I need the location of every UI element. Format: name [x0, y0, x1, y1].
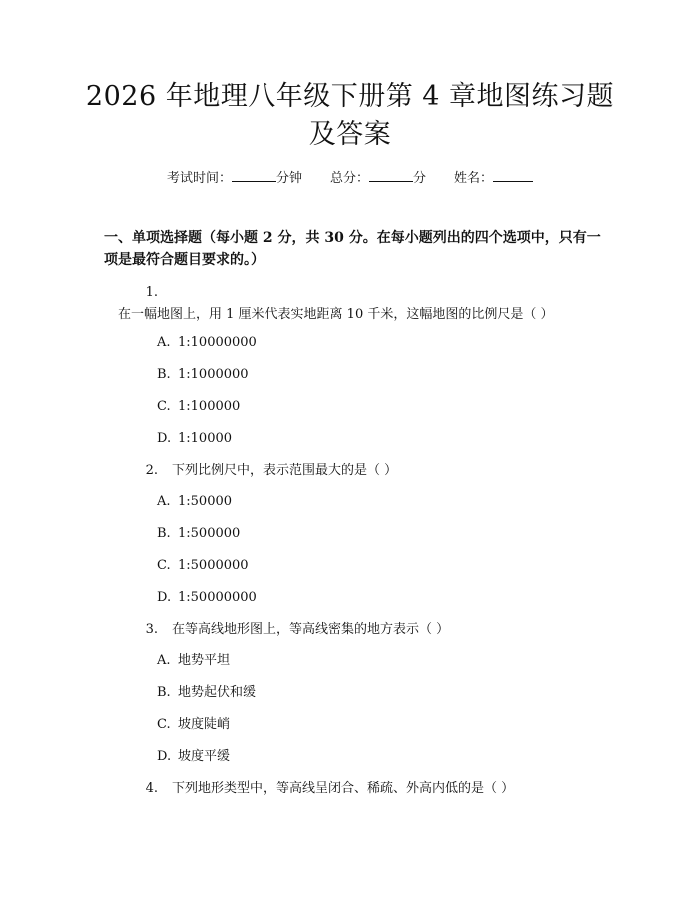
option-text: 1:500000 — [178, 526, 241, 541]
question-1-option-d[interactable] — [157, 430, 232, 448]
option-text: 地势平坦 — [178, 653, 231, 668]
question-2-option-a[interactable] — [157, 493, 232, 511]
option-text: 1:1000000 — [178, 367, 249, 382]
question-2-option-c[interactable] — [157, 557, 249, 575]
question-text: 下列比例尺中，表示范围最大的是（ ） — [172, 463, 398, 478]
question-3-option-d[interactable] — [157, 748, 230, 766]
option-label: B. — [157, 526, 171, 541]
page-title: 2026 年地理八年级下册第 4 章地图练习题及答案 — [85, 81, 615, 150]
total-score-label: 总分： — [329, 171, 369, 186]
question-text: 在等高线地形图上，等高线密集的地方表示（ ） — [172, 622, 450, 637]
option-text: 1:100000 — [178, 399, 241, 414]
option-text: 地势起伏和缓 — [178, 685, 257, 700]
option-label: D. — [157, 590, 172, 605]
question-1-option-a[interactable] — [157, 334, 257, 352]
total-score-unit: 分 — [413, 171, 427, 186]
option-text: 坡度陡峭 — [178, 717, 231, 732]
question-number: 3. — [145, 622, 158, 637]
question-4 — [104, 778, 604, 800]
option-label: C. — [157, 399, 171, 414]
option-label: B. — [157, 685, 171, 700]
option-text: 1:50000 — [178, 494, 233, 509]
question-2-option-b[interactable] — [157, 525, 240, 543]
question-3-option-b[interactable] — [157, 684, 256, 702]
exam-time-unit: 分钟 — [275, 171, 302, 186]
option-label: C. — [157, 717, 171, 732]
question-text: 下列地形类型中，等高线呈闭合、稀疏、外高内低的是（ ） — [172, 781, 515, 796]
option-text: 1:5000000 — [178, 558, 249, 573]
exam-time-blank[interactable] — [232, 168, 276, 182]
question-1 — [104, 282, 604, 326]
question-1-option-b[interactable] — [157, 366, 249, 384]
question-text: 在一幅地图上，用 1 厘米代表实地距离 10 千米，这幅地图的比例尺是（ ） — [118, 307, 554, 322]
exam-info-line — [0, 168, 700, 188]
question-2 — [104, 460, 604, 482]
option-text: 1:10000 — [178, 431, 233, 446]
question-3-option-a[interactable] — [157, 652, 230, 670]
question-3 — [104, 619, 604, 641]
question-number: 1. — [145, 285, 158, 300]
total-score-blank[interactable] — [369, 168, 413, 182]
question-3-option-c[interactable] — [157, 716, 230, 734]
section-heading: 一、单项选择题（每小题 2 分，共 30 分。在每小题列出的四个选项中，只有一项是最符合题目要求的。） — [104, 230, 601, 268]
option-label: D. — [157, 431, 172, 446]
option-text: 1:10000000 — [178, 335, 257, 350]
question-number: 2. — [145, 463, 158, 478]
option-label: A. — [157, 335, 171, 350]
question-number: 4. — [145, 781, 158, 796]
option-text: 1:50000000 — [178, 590, 257, 605]
option-label: A. — [157, 494, 171, 509]
option-label: B. — [157, 367, 171, 382]
exam-time-label: 考试时间： — [166, 171, 232, 186]
option-label: C. — [157, 558, 171, 573]
option-text: 坡度平缓 — [178, 749, 231, 764]
student-name-label: 姓名： — [454, 171, 494, 186]
question-2-option-d[interactable] — [157, 589, 257, 607]
option-label: A. — [157, 653, 171, 668]
question-1-option-c[interactable] — [157, 398, 240, 416]
student-name-blank[interactable] — [493, 168, 533, 182]
option-label: D. — [157, 749, 172, 764]
